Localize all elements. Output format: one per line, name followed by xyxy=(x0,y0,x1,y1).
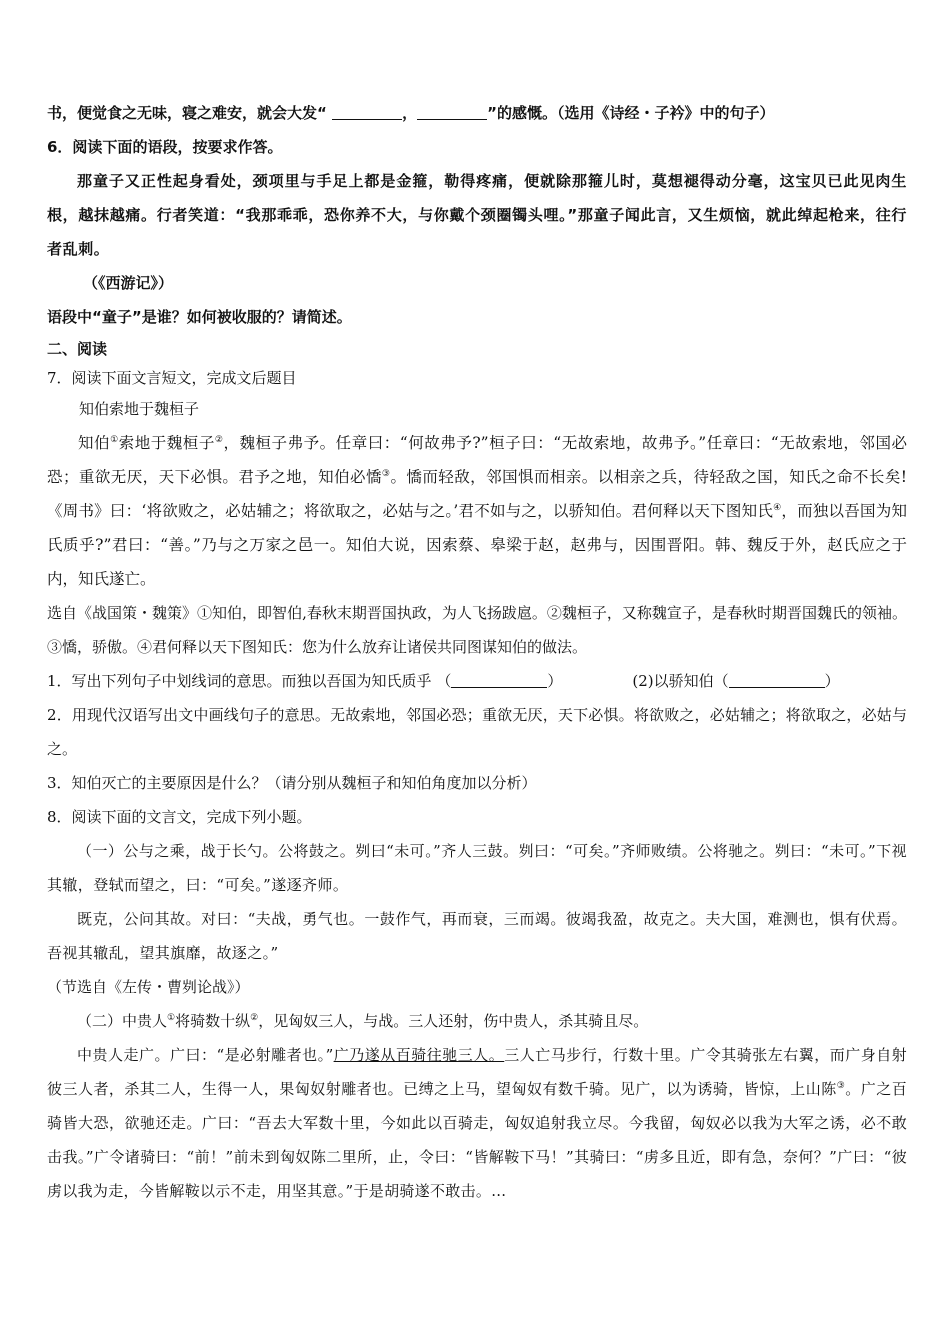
footnote-mark: ① xyxy=(110,434,119,445)
q7-sub1-blank-1[interactable] xyxy=(451,669,547,688)
q6-source: （《西游记》） xyxy=(83,274,174,292)
footnote-mark: ① xyxy=(167,1013,176,1023)
q7-sub3: 3．知伯灭亡的主要原因是什么？（请分别从魏桓子和知伯角度加以分析） xyxy=(47,774,537,792)
q8-title: 8．阅读下面的文言文，完成下列小题。 xyxy=(47,808,312,826)
q8-part2-p1: （二）中贵人①将骑数十纵②，见匈奴三人，与战。三人还射，伤中贵人，杀其骑且尽。 xyxy=(77,1012,649,1030)
q5-tail-after: ”的感慨。（选用《诗经・子衿》中的句子） xyxy=(487,104,775,122)
q8-part1-p2: 既克，公问其故。对曰：“夫战，勇气也。一鼓作气，再而衰，三而竭。彼竭我盈，故克之。夫大国，难测也，惧有伏焉。吾视其辙乱，望其旗靡，故逐之。” xyxy=(47,910,907,962)
q7-sub2: 2．用现代汉语写出文中画线句子的意思。无故索地，邻国必恐；重欲无厌，天下必惧。将欲败之，必姑辅之；将欲取之，必姑与之。 xyxy=(47,706,907,758)
q5-tail-before: 书，便觉食之无味，寝之难安，就会大发“ xyxy=(47,104,333,122)
q8-part1-source: （节选自《左传・曹刿论战》） xyxy=(47,978,250,996)
q7-passage: 知伯①索地于魏桓子②，魏桓子弗予。任章曰：“何故弗予?”桓子曰：“无故索地，故弗予。”任章曰：“无故索地，邻国必恐；重欲无厌，天下必惧。君予之地，知伯必憍③。憍而轻敌，邻国惧而相亲。以相亲之兵，待轻敌之国，知氏之命不长矣!《周书》曰：‘将欲败之，必姑辅之；将欲取之，必姑与之。’君不如与之，以骄知伯。君何释以天下图知氏④，而独以吾国为知氏质乎?”君曰：“善。”乃与之万家之邑一。知伯大说，因索蔡、皋梁于赵，赵弗与，因围晋阳。韩、魏反于外，赵氏应之于内，知氏遂亡。 xyxy=(47,434,907,588)
document-page xyxy=(47,96,907,1208)
q6-passage: 那童子又正性起身看处，颈项里与手足上都是金箍，勒得疼痛，便就除那箍儿时，莫想褪得动分毫，这宝贝已此见肉生根，越抹越痛。行者笑道：“我那乖乖，恐你养不大，与你戴个颈圈镯头哩。”那童子闻此言，又生烦恼，就此绰起枪来，往行者乱刺。 xyxy=(47,172,907,258)
q7-passage-title: 知伯索地于魏桓子 xyxy=(79,400,200,418)
section-heading-reading: 二、阅读 xyxy=(47,340,108,358)
q5-blank-1[interactable] xyxy=(332,101,402,120)
q5-tail-line xyxy=(47,96,907,130)
q6-question: 语段中“童子”是谁？如何被收服的？请简述。 xyxy=(47,308,352,326)
underlined-sentence: 广乃遂从百骑往驰三人。 xyxy=(333,1046,505,1064)
footnote-mark: ③ xyxy=(381,468,391,479)
q5-tail-sep: ， xyxy=(402,104,418,122)
q5-blank-2[interactable] xyxy=(417,101,487,120)
q7-sub1-blank-2[interactable] xyxy=(729,669,825,688)
q8-part1-p1: （一）公与之乘，战于长勺。公将鼓之。刿曰“未可。”齐人三鼓。刿曰：“可矣。”齐师败绩。公将驰之。刿曰：“未可。”下视其辙，登轼而望之，曰：“可矣。”遂逐齐师。 xyxy=(47,842,907,894)
footnote-mark: ③ xyxy=(836,1081,846,1091)
q6-title: 6．阅读下面的语段，按要求作答。 xyxy=(47,138,283,156)
q7-sub1: 1．写出下列句子中划线词的意思。而独以吾国为知氏质乎 （ ） (2)以骄知伯（ ） xyxy=(47,664,907,698)
q7-notes: 选自《战国策・魏策》①知伯，即智伯,春秋末期晋国执政，为人飞扬跋扈。②魏桓子，又称魏宣子，是春秋时期晋国魏氏的领袖。③憍，骄傲。④君何释以天下图知氏：您为什么放弃让诸侯共同图谋知伯的做法。 xyxy=(47,604,907,656)
footnote-mark: ② xyxy=(214,434,224,445)
q7-title: 7．阅读下面文言短文，完成文后题目 xyxy=(47,369,297,387)
footnote-mark: ④ xyxy=(773,502,782,513)
footnote-mark: ② xyxy=(250,1013,259,1023)
q8-part2-p2: 中贵人走广。广曰：“是必射雕者也。”广乃遂从百骑往驰三人。三人亡马步行，行数十里。广令其骑张左右翼，而广身自射彼三人者，杀其二人，生得一人，果匈奴射雕者也。已缚之上马，望匈奴有数千骑。见广，以为诱骑，皆惊，上山陈③。广之百骑皆大恐，欲驰还走。广曰：“吾去大军数十里，今如此以百骑走，匈奴追射我立尽。今我留，匈奴必以我为大军之诱，必不敢击我。”广令诸骑曰：“前！”前未到匈奴陈二里所，止，令曰：“皆解鞍下马！”其骑曰：“虏多且近，即有急，奈何？”广曰：“彼虏以我为走，今皆解鞍以示不走，用坚其意。”于是胡骑遂不敢击。… xyxy=(47,1046,908,1200)
